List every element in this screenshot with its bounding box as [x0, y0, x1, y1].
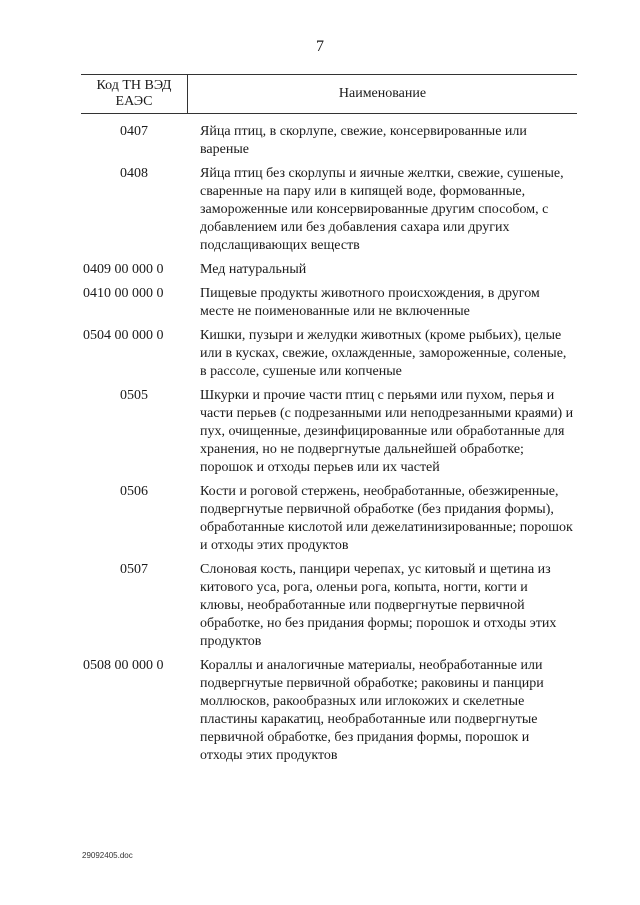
- table-row: [81, 387, 577, 477]
- document-filename: 29092405.doc: [82, 851, 133, 860]
- table-row: [81, 483, 577, 555]
- row-description: Мед натуральный: [200, 262, 307, 277]
- row-code: 0505: [120, 388, 148, 403]
- row-code: 0506: [120, 484, 148, 499]
- row-code: 0508 00 000 0: [83, 658, 164, 673]
- row-description: Яйца птиц, в скорлупе, свежие, консервированные или вареные: [200, 124, 527, 157]
- table-row: [81, 261, 577, 279]
- row-code: 0408: [120, 166, 148, 181]
- goods-table: [81, 74, 577, 771]
- header-name: Наименование: [338, 86, 427, 101]
- row-description: Яйца птиц без скорлупы и яичные желтки, свежие, сушеные, сваренные на пару или в кипящей воде, формованные, замороженные или консервированные другим способом, с добавлением или без добавления сахара или других подслащивающих веществ: [200, 166, 564, 253]
- header-code: Код ТН ВЭД ЕАЭС: [81, 75, 188, 113]
- table-body: [81, 123, 577, 765]
- row-code: 0409 00 000 0: [83, 262, 164, 277]
- page-number: 7: [316, 38, 324, 55]
- table-row: [81, 561, 577, 651]
- row-description: Кости и роговой стержень, необработанные, обезжиренные, подвергнутые первичной обработке (без придания формы), обработанные кислотой или дежелатинизированные; порошок и отходы этих продуктов: [200, 484, 573, 553]
- row-description: Кораллы и аналогичные материалы, необработанные или подвергнутые первичной обработке; раковины и панцири моллюсков, ракообразных или иглокожих и скелетные пластины каракатиц, необработанные или подвергнутые первичной обработке, без придания формы, порошок и отходы этих продуктов: [200, 658, 544, 763]
- row-code: 0410 00 000 0: [83, 286, 164, 301]
- row-description: Слоновая кость, панцири черепах, ус китовый и щетина из китового уса, рога, оленьи рога, копыта, ногти, когти и клювы, необработанные или подвергнутые первичной обработке, но без придания формы; порошок и отходы этих продуктов: [200, 562, 557, 649]
- table-row: [81, 327, 577, 381]
- table-row: [81, 165, 577, 255]
- table-header: [81, 74, 577, 114]
- row-description: Пищевые продукты животного происхождения, в другом месте не поименованные или не включенные: [200, 286, 540, 319]
- row-code: 0407: [120, 124, 148, 139]
- table-row: [81, 657, 577, 765]
- row-code: 0507: [120, 562, 148, 577]
- table-row: [81, 285, 577, 321]
- row-description: Шкурки и прочие части птиц с перьями или пухом, перья и части перьев (с подрезанными или неподрезанными краями) и пух, очищенные, дезинфицированные или обработанные для хранения, но не подвергнутые дальнейшей обработке; порошок и отходы перьев или их частей: [200, 388, 574, 475]
- table-row: [81, 123, 577, 159]
- row-description: Кишки, пузыри и желудки животных (кроме рыбьих), целые или в кусках, свежие, охлажденные, замороженные, соленые, в рассоле, сушеные или копченые: [200, 328, 567, 379]
- row-code: 0504 00 000 0: [83, 328, 164, 343]
